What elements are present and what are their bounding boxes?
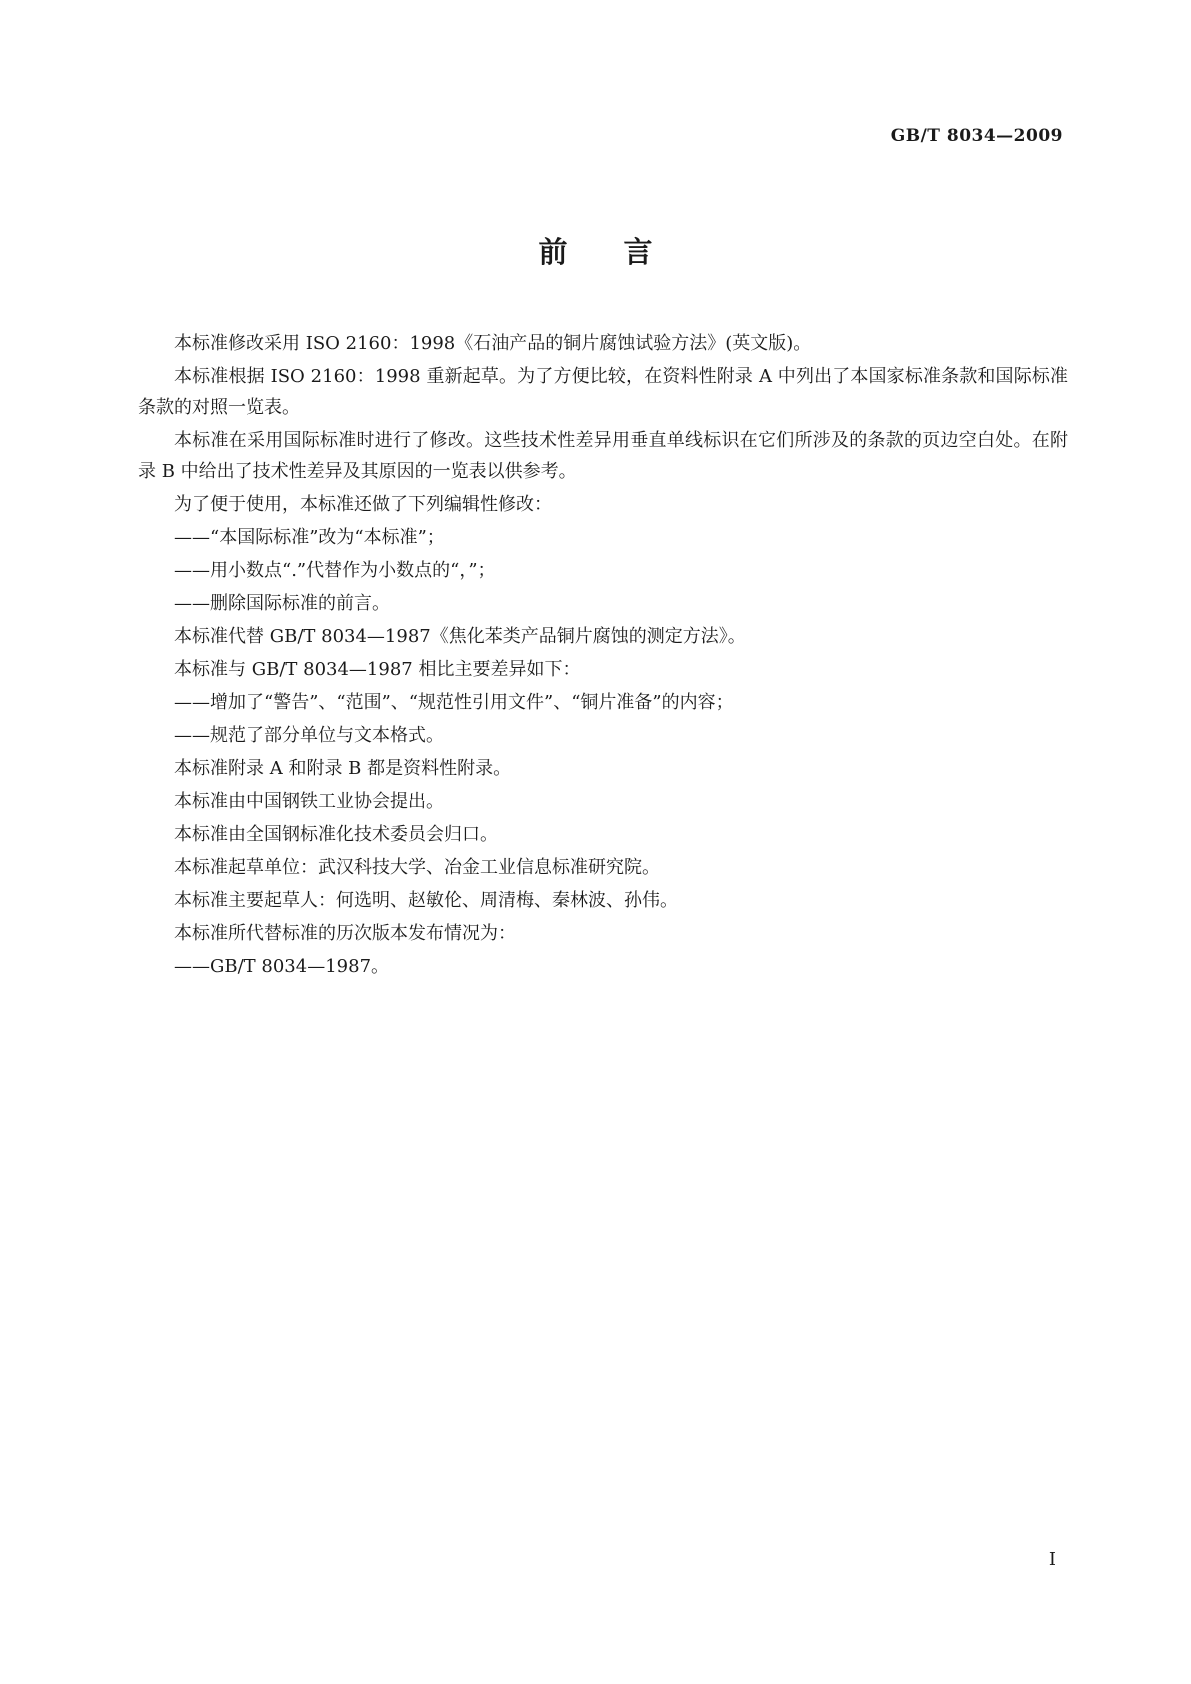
paragraph: 本标准起草单位：武汉科技大学、冶金工业信息标准研究院。 xyxy=(174,857,660,878)
paragraph: 本标准主要起草人：何选明、赵敏伦、周清梅、秦林波、孙伟。 xyxy=(174,890,678,911)
paragraph: 本标准所代替标准的历次版本发布情况为： xyxy=(174,923,516,944)
list-item: ——删除国际标准的前言。 xyxy=(174,593,390,614)
paragraph: 本标准由中国钢铁工业协会提出。 xyxy=(174,791,444,812)
list-item: ——用小数点“.”代替作为小数点的“，”； xyxy=(174,560,496,581)
list-item: ——规范了部分单位与文本格式。 xyxy=(174,725,444,746)
paragraph: 本标准代替 GB/T 8034—1987《焦化苯类产品铜片腐蚀的测定方法》。 xyxy=(174,626,746,647)
list-item: ——GB/T 8034—1987。 xyxy=(174,956,390,977)
list-item: ——增加了“警告”、“范围”、“规范性引用文件”、“铜片准备”的内容； xyxy=(174,692,734,713)
paragraph: 本标准在采用国际标准时进行了修改。这些技术性差异用垂直单线标识在它们所涉及的条款的页边空白处。在附录 B 中给出了技术性差异及其原因的一览表以供参考。 xyxy=(138,430,1068,482)
paragraph: 本标准与 GB/T 8034—1987 相比主要差异如下： xyxy=(174,659,581,680)
document-code: GB/T 8034—2009 xyxy=(890,126,1063,146)
paragraph: 本标准根据 ISO 2160：1998 重新起草。为了方便比较，在资料性附录 A 中列出了本国家标准条款和国际标准条款的对照一览表。 xyxy=(138,366,1068,418)
page-title: 前言 xyxy=(538,235,709,269)
paragraph: 本标准由全国钢标准化技术委员会归口。 xyxy=(174,824,498,845)
paragraph: 本标准附录 A 和附录 B 都是资料性附录。 xyxy=(174,758,512,779)
document-body xyxy=(138,328,1068,984)
list-item: ——“本国际标准”改为“本标准”； xyxy=(174,527,445,548)
paragraph: 为了便于使用，本标准还做了下列编辑性修改： xyxy=(174,494,552,515)
page-number: I xyxy=(1048,1549,1056,1570)
paragraph: 本标准修改采用 ISO 2160：1998《石油产品的铜片腐蚀试验方法》(英文版)。 xyxy=(174,333,812,354)
